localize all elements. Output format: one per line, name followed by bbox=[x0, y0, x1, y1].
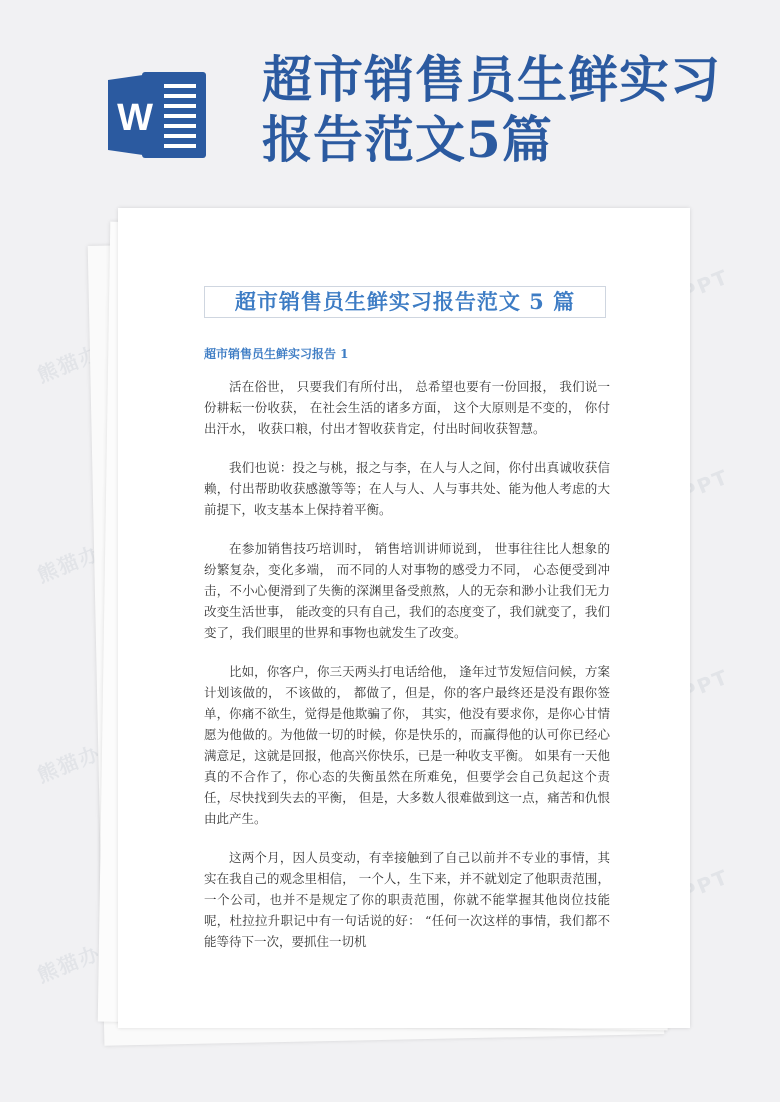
document-page bbox=[118, 208, 690, 1028]
watermark: 熊猫办公 bbox=[33, 532, 125, 588]
document-title: 超市销售员生鲜实习报告范文 5 篇 bbox=[234, 289, 576, 314]
paragraph: 在参加销售技巧培训时， 销售培训讲师说到， 世事往往比人想象的纷繁复杂，变化多端， 而不同的人对事物的感受力不同， 心态便受到冲击，不小心便滑到了失衡的深渊里备受煎熬，人的无奈和渺小让我们无力改变生活世事， 能改变的只有自己，我们的态度变了，我们就变了，我们变了，我们眼里的世界和事物也就发生了改变。 bbox=[204, 541, 610, 640]
word-document-icon bbox=[108, 68, 208, 162]
cover-title: 超市销售员生鲜实习报告范文5篇 bbox=[262, 50, 721, 169]
watermark: 熊猫办公 bbox=[33, 932, 125, 988]
document-title-box bbox=[204, 286, 606, 318]
section-heading: 超市销售员生鲜实习报告 1 bbox=[204, 347, 349, 361]
paragraph: 这两个月，因人员变动，有幸接触到了自己以前并不专业的事情，其实在我自己的观念里相信， 一个人，生下来，并不就划定了他职责范围，一个公司，也并不是规定了你的职责范围，你就不能掌握其他岗位技能呢，杜拉拉升职记中有一句话说的好： “任何一次这样的事情，我们都不能等待下一次，要抓住一切机 bbox=[204, 850, 610, 949]
paragraph: 比如，你客户，你三天两头打电话给他， 逢年过节发短信问候，方案计划该做的， 不该做的， 都做了，但是，你的客户最终还是没有跟你签单，你痛不欲生，觉得是他欺骗了你， 其实，他没有要求你，是你心甘情愿为他做的。为他做一切的时候，你是快乐的，而赢得他的认可你已经心满意足，这就是回报，他高兴你快乐，已是一种收支平衡。 如果有一天他真的不合作了，你心态的失衡虽然在所难免，但要学会自己负起这个责任，尽快找到失去的平衡， 但是，大多数人很难做到这一点，痛苦和仇恨由此产生。 bbox=[204, 664, 610, 826]
word-icon-letter: W bbox=[117, 97, 153, 139]
document-body bbox=[204, 376, 610, 952]
paragraph: 活在俗世， 只要我们有所付出， 总希望也要有一份回报， 我们说一份耕耘一份收获， 在社会生活的诸多方面， 这个大原则是不变的， 你付出汗水， 收获口粮，付出才智收获肯定，付出时间收获智慧。 bbox=[204, 379, 610, 436]
watermark: 熊猫办公 bbox=[33, 732, 125, 788]
watermark: 熊猫办公 bbox=[33, 332, 125, 388]
paragraph: 我们也说：投之与桃，报之与李，在人与人之间，你付出真诚收获信赖，付出帮助收获感激等等；在人与人、人与事共处、能为他人考虑的大前提下，收支基本上保持着平衡。 bbox=[204, 460, 610, 517]
